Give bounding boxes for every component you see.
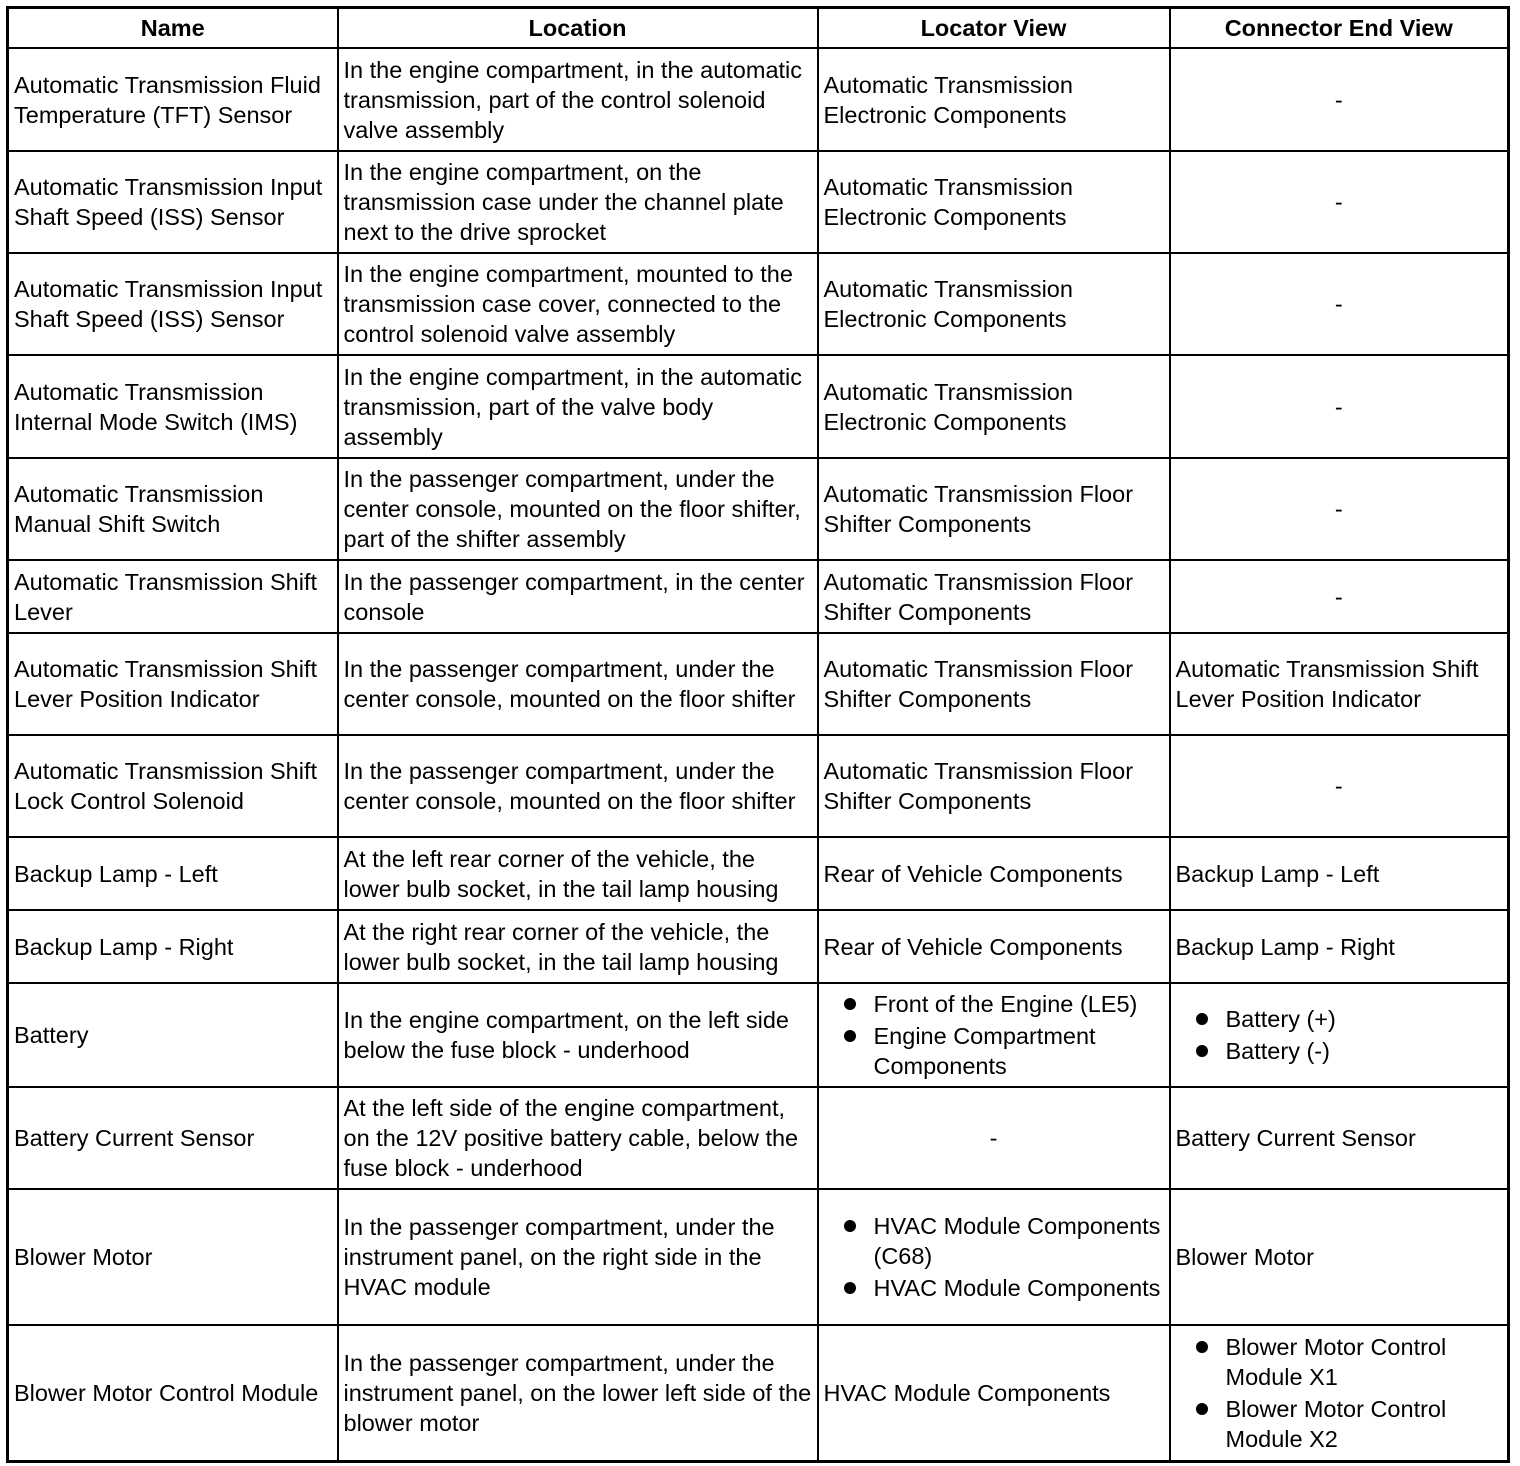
list-item: [1176, 1036, 1503, 1066]
cell-name: Blower Motor: [8, 1189, 338, 1325]
header-locator-view: Locator View: [818, 8, 1170, 49]
cell-locator-view: Rear of Vehicle Components: [818, 837, 1170, 910]
table-row: [8, 355, 1509, 458]
cell-connector-end-view: -: [1170, 253, 1509, 355]
list-item: [824, 1211, 1164, 1271]
bullet-icon: [844, 998, 856, 1010]
table-row: [8, 910, 1509, 983]
cell-location: In the engine compartment, on the left side below the fuse block - underhood: [338, 983, 818, 1087]
bullet-icon: [1196, 1045, 1208, 1057]
cell-connector-end-view: Backup Lamp - Right: [1170, 910, 1509, 983]
cell-location: In the engine compartment, on the transmission case under the channel plate next to the drive sprocket: [338, 151, 818, 253]
bullet-icon: [1196, 1013, 1208, 1025]
cell-locator-view: Rear of Vehicle Components: [818, 910, 1170, 983]
table-row: [8, 1087, 1509, 1189]
cell-locator-view: Automatic Transmission Floor Shifter Components: [818, 458, 1170, 560]
cell-name: Automatic Transmission Internal Mode Switch (IMS): [8, 355, 338, 458]
bullet-icon: [844, 1220, 856, 1232]
cell-connector-end-view: -: [1170, 355, 1509, 458]
bullet-icon: [1196, 1403, 1208, 1415]
list-item-text: Battery (+): [1225, 1006, 1336, 1032]
cell-connector-end-view: Blower Motor: [1170, 1189, 1509, 1325]
header-name: Name: [8, 8, 338, 49]
cell-location: In the passenger compartment, under the center console, mounted on the floor shifter: [338, 735, 818, 837]
cell-location: In the engine compartment, in the automatic transmission, part of the control solenoid valve assembly: [338, 48, 818, 151]
header-row: [8, 8, 1509, 49]
cell-locator-view: [818, 1189, 1170, 1325]
bullet-list: [1176, 1004, 1503, 1066]
cell-name: Automatic Transmission Input Shaft Speed (ISS) Sensor: [8, 151, 338, 253]
cell-connector-end-view: Automatic Transmission Shift Lever Position Indicator: [1170, 633, 1509, 735]
cell-connector-end-view: -: [1170, 48, 1509, 151]
list-item-text: Front of the Engine (LE5): [873, 991, 1138, 1017]
cell-name: Automatic Transmission Input Shaft Speed (ISS) Sensor: [8, 253, 338, 355]
cell-locator-view: Automatic Transmission Floor Shifter Components: [818, 633, 1170, 735]
table-row: [8, 560, 1509, 633]
bullet-list: [824, 989, 1164, 1081]
list-item-text: HVAC Module Components (C68): [873, 1213, 1161, 1269]
cell-location: In the engine compartment, in the automatic transmission, part of the valve body assembly: [338, 355, 818, 458]
cell-location: In the passenger compartment, under the center console, mounted on the floor shifter: [338, 633, 818, 735]
table-row: [8, 253, 1509, 355]
list-item-text: Battery (-): [1225, 1038, 1330, 1064]
cell-location: At the right rear corner of the vehicle, the lower bulb socket, in the tail lamp housing: [338, 910, 818, 983]
bullet-icon: [844, 1030, 856, 1042]
bullet-list: [1176, 1332, 1503, 1454]
table-row: [8, 735, 1509, 837]
list-item-text: Engine Compartment Components: [873, 1023, 1096, 1079]
cell-name: Automatic Transmission Manual Shift Switch: [8, 458, 338, 560]
cell-name: Automatic Transmission Shift Lever Position Indicator: [8, 633, 338, 735]
cell-locator-view: Automatic Transmission Floor Shifter Components: [818, 560, 1170, 633]
cell-name: Backup Lamp - Left: [8, 837, 338, 910]
cell-connector-end-view: [1170, 983, 1509, 1087]
cell-location: In the passenger compartment, under the instrument panel, on the right side in the HVAC module: [338, 1189, 818, 1325]
cell-locator-view: Automatic Transmission Electronic Components: [818, 355, 1170, 458]
list-item: [1176, 1004, 1503, 1034]
cell-connector-end-view: Backup Lamp - Left: [1170, 837, 1509, 910]
cell-locator-view: -: [818, 1087, 1170, 1189]
component-locator-table: [6, 6, 1510, 1463]
cell-location: In the engine compartment, mounted to the transmission case cover, connected to the control solenoid valve assembly: [338, 253, 818, 355]
cell-connector-end-view: -: [1170, 735, 1509, 837]
cell-name: Automatic Transmission Fluid Temperature (TFT) Sensor: [8, 48, 338, 151]
table-row: [8, 151, 1509, 253]
cell-connector-end-view: [1170, 1325, 1509, 1461]
table-row: [8, 837, 1509, 910]
list-item-text: Blower Motor Control Module X1: [1225, 1333, 1447, 1390]
table-row: [8, 1189, 1509, 1325]
table-row: [8, 633, 1509, 735]
bullet-icon: [1196, 1341, 1208, 1353]
cell-connector-end-view: Battery Current Sensor: [1170, 1087, 1509, 1189]
cell-locator-view: Automatic Transmission Electronic Components: [818, 253, 1170, 355]
bullet-icon: [844, 1282, 856, 1294]
table-row: [8, 458, 1509, 560]
table-row: [8, 48, 1509, 151]
list-item: [824, 1273, 1164, 1303]
cell-locator-view: HVAC Module Components: [818, 1325, 1170, 1461]
header-connector-end-view: Connector End View: [1170, 8, 1509, 49]
table-row: [8, 983, 1509, 1087]
table-row: [8, 1325, 1509, 1461]
cell-name: Backup Lamp - Right: [8, 910, 338, 983]
cell-name: Battery: [8, 983, 338, 1087]
cell-location: At the left side of the engine compartment, on the 12V positive battery cable, below the fuse block - underhood: [338, 1087, 818, 1189]
cell-location: In the passenger compartment, under the instrument panel, on the lower left side of the blower motor: [338, 1325, 818, 1461]
list-item-text: Blower Motor Control Module X2: [1225, 1395, 1447, 1452]
cell-locator-view: Automatic Transmission Floor Shifter Components: [818, 735, 1170, 837]
list-item: [1176, 1394, 1503, 1454]
cell-name: Automatic Transmission Shift Lever: [8, 560, 338, 633]
cell-name: Blower Motor Control Module: [8, 1325, 338, 1461]
list-item: [1176, 1332, 1503, 1392]
cell-locator-view: Automatic Transmission Electronic Components: [818, 151, 1170, 253]
cell-location: In the passenger compartment, in the center console: [338, 560, 818, 633]
cell-locator-view: Automatic Transmission Electronic Components: [818, 48, 1170, 151]
cell-name: Battery Current Sensor: [8, 1087, 338, 1189]
cell-location: In the passenger compartment, under the center console, mounted on the floor shifter, part of the shifter assembly: [338, 458, 818, 560]
cell-connector-end-view: -: [1170, 560, 1509, 633]
header-location: Location: [338, 8, 818, 49]
cell-name: Automatic Transmission Shift Lock Control Solenoid: [8, 735, 338, 837]
cell-locator-view: [818, 983, 1170, 1087]
list-item: [824, 1021, 1164, 1081]
cell-location: At the left rear corner of the vehicle, the lower bulb socket, in the tail lamp housing: [338, 837, 818, 910]
bullet-list: [824, 1211, 1164, 1303]
cell-connector-end-view: -: [1170, 458, 1509, 560]
list-item: [824, 989, 1164, 1019]
list-item-text: HVAC Module Components: [873, 1275, 1161, 1301]
cell-connector-end-view: -: [1170, 151, 1509, 253]
